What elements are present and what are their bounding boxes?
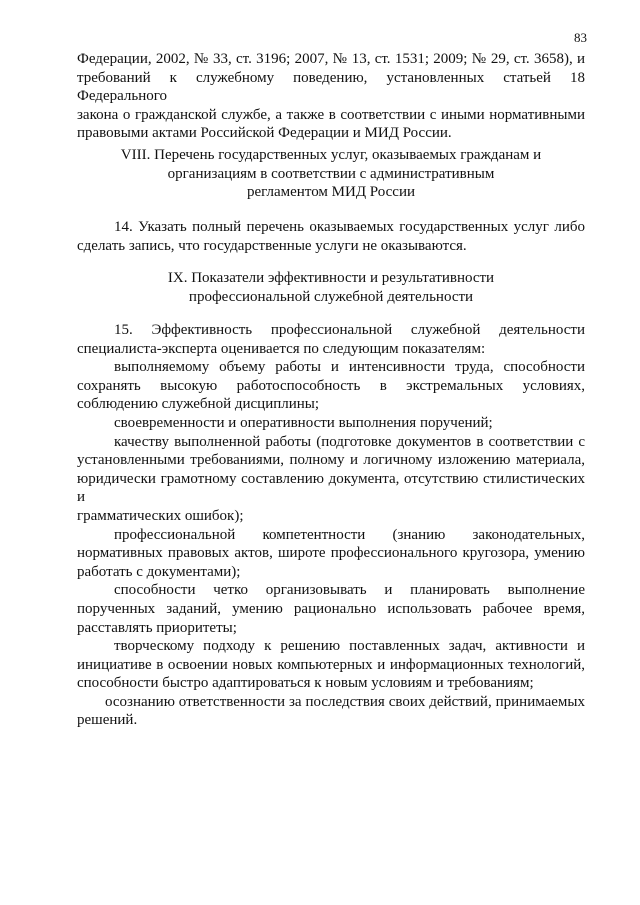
text-line: сохранять высокую работоспособность в экстремальных условиях, — [77, 377, 585, 394]
heading-line: IX. Показатели эффективности и результативности — [167, 270, 495, 286]
text-line: специалиста-эксперта оценивается по следующим показателям: — [77, 340, 486, 357]
heading-line: профессиональной служебной деятельности — [188, 288, 474, 305]
text-line: правовыми актами Российской Федерации и МИД России. — [77, 125, 452, 142]
text-line: творческому подходу к решению поставленных задач, активности и — [114, 638, 585, 655]
text-line: нормативных правовых актов, широте профессионального кругозора, умению — [77, 545, 585, 562]
text-line: 15. Эффективность профессиональной служебной деятельности — [114, 322, 585, 338]
indicator-item — [77, 693, 585, 730]
text-line: качеству выполненной работы (подготовке документов в соответствии с — [114, 433, 585, 450]
section-8-heading — [77, 146, 585, 202]
indicator-item — [77, 433, 585, 526]
text-line: Федерации, 2002, № 33, ст. 3196; 2007, № 13, ст. 1531; 2009; № 29, ст. 3658), и — [77, 51, 585, 67]
text-line: способности быстро адаптироваться к новым условиям и требованиям; — [77, 675, 534, 692]
heading-line: организациям в соответствии с административным — [167, 165, 495, 182]
text-line: сделать запись, что государственные услуги не оказываются. — [77, 237, 467, 254]
heading-line: VIII. Перечень государственных услуг, оказываемых гражданам и — [120, 147, 542, 163]
page-number: 83 — [574, 30, 587, 45]
text-line: юридически грамотному составлению документа, отсутствию стилистических и — [77, 470, 585, 506]
heading-line: регламентом МИД России — [246, 184, 416, 201]
text-line: соблюдению служебной дисциплины; — [77, 396, 320, 413]
text-line: осознанию ответственности за последствия своих действий, принимаемых — [105, 693, 585, 710]
text-line: требований к служебному поведению, установленных статьей 18 Федерального — [77, 69, 585, 105]
section-9-heading — [77, 269, 585, 306]
text-line: 14. Указать полный перечень оказываемых государственных услуг либо — [114, 219, 585, 235]
text-line: профессиональной компетентности (знанию законодательных, — [114, 526, 585, 543]
paragraph-14 — [77, 218, 585, 255]
text-line: выполняемому объему работы и интенсивности труда, способности — [114, 359, 585, 376]
indicator-item — [77, 358, 585, 414]
text-line: работать с документами); — [77, 563, 241, 580]
text-line: грамматических ошибок); — [77, 507, 244, 524]
indicator-item — [77, 637, 585, 693]
text-line: закона о гражданской службе, а также в соответствии с иными нормативными — [77, 106, 585, 123]
indicator-item — [77, 414, 585, 433]
text-line: своевременности и оперативности выполнения поручений; — [114, 414, 493, 431]
text-line: способности четко организовывать и планировать выполнение — [114, 582, 585, 599]
text-line: установленными требованиями, полному и логичному изложению материала, — [77, 452, 585, 469]
text-line: расставлять приоритеты; — [77, 619, 237, 636]
text-line: инициативе в освоении новых компьютерных и информационных технологий, — [77, 656, 585, 673]
indicator-item — [77, 526, 585, 582]
indicator-item — [77, 581, 585, 637]
intro-paragraph — [77, 50, 585, 143]
text-line: решений. — [77, 712, 138, 729]
text-line: порученных заданий, умению рационально использовать рабочее время, — [77, 600, 585, 617]
paragraph-15 — [77, 321, 585, 730]
